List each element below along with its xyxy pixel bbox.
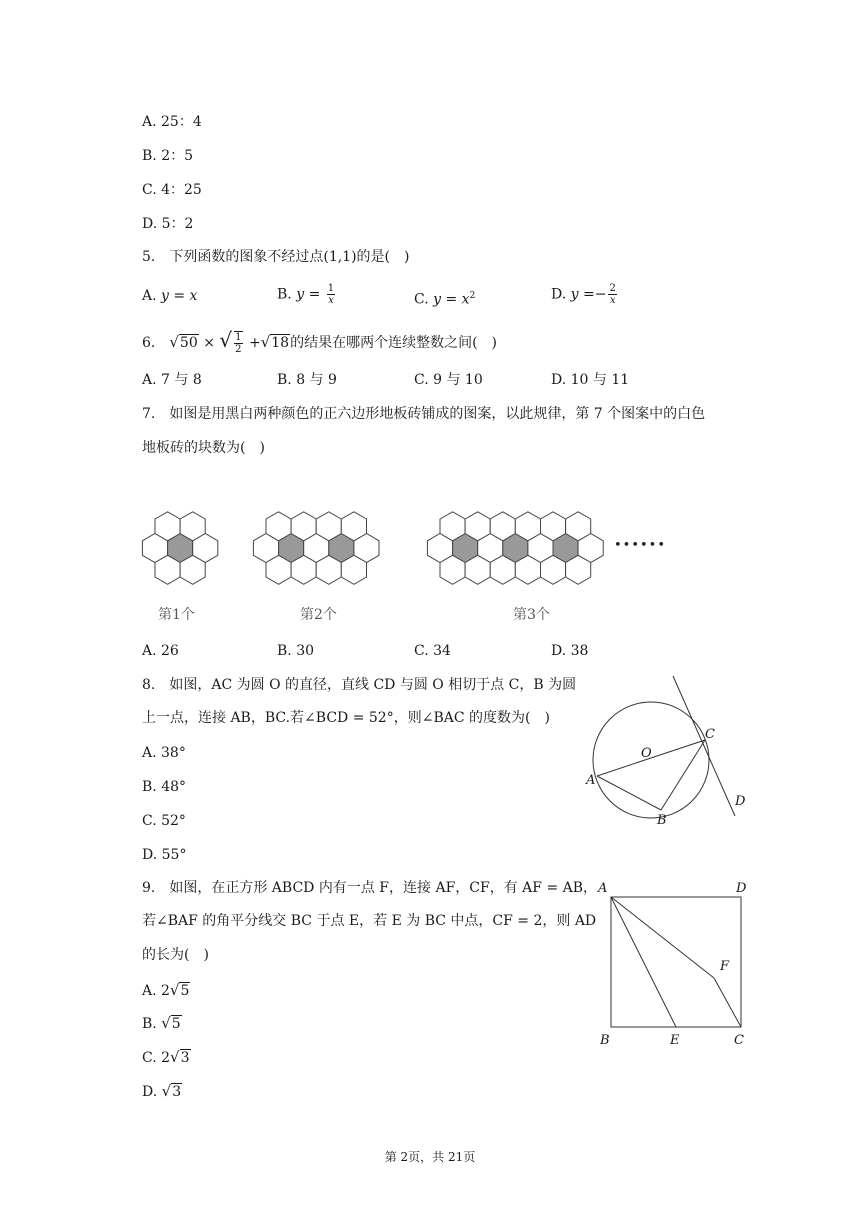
q4-option-d: D. 5：2 (142, 216, 194, 232)
q4-option-a: A. 25：4 (142, 114, 202, 130)
q7-stem-line2: 地板砖的块数为( ) (142, 440, 265, 456)
q6-stem: 6. √50 × √ $\frac{1}{2}$ +√18的结果在哪两个连续整数之间( ) (142, 328, 498, 355)
q5-option-d: D. y =− $\frac{2}{x}$ (551, 283, 616, 306)
label-b: B (657, 813, 667, 828)
q9-stem-line2: 若∠BAF 的角平分线交 BC 于点 E，若 E 为 BC 中点，CF = 2，则 AD (142, 913, 597, 929)
q6-option-c: C. 9 与 10 (414, 372, 483, 388)
q4-option-b: B. 2：5 (142, 148, 194, 164)
page-footer: 第 2页，共 21页 (384, 1150, 476, 1164)
segment-bc (661, 740, 705, 810)
q9-stem-line1: 9. 如图，在正方形 ABCD 内有一点 F，连接 AF，CF，有 AF = AB， (142, 880, 598, 896)
q9-stem-line3: 的长为( ) (142, 947, 209, 963)
q8-option-d: D. 55° (142, 847, 187, 863)
q7-ellipsis: •••••• (614, 538, 667, 553)
tangent-line-cd (673, 676, 735, 816)
label-d: D (735, 794, 746, 809)
q9-option-a: A. 2√5 (142, 981, 190, 999)
q9-option-b: B. √5 (142, 1014, 181, 1032)
q5-option-c: C. $y = x^2$ (414, 291, 476, 308)
label-e: E (670, 1033, 680, 1048)
q7-option-d: D. 38 (551, 643, 589, 659)
q7-option-b: B. 30 (277, 643, 315, 659)
segment-af (611, 897, 714, 978)
q9-option-d: D. √3 (142, 1082, 182, 1100)
q7-option-c: C. 34 (414, 643, 451, 659)
q8-option-c: C. 52° (142, 813, 186, 829)
label-o: O (641, 746, 652, 761)
q8-option-a: A. 38° (142, 745, 186, 761)
segment-fc (714, 978, 741, 1027)
q5-option-a: A. y = x (142, 288, 198, 304)
q5-option-b: B. y = $\frac{1}{x}$ (277, 283, 335, 306)
q9-option-c: C. 2√3 (142, 1048, 190, 1066)
label-a: A (586, 773, 596, 788)
q6-option-d: D. 10 与 11 (551, 372, 630, 388)
q4-option-c: C. 4：25 (142, 182, 202, 198)
label-a: A (598, 881, 608, 896)
q7-option-a: A. 26 (142, 643, 179, 659)
q8-stem-line2: 上一点，连接 AB，BC.若∠BCD = 52°，则∠BAC 的度数为( ) (142, 710, 550, 726)
q7-caption-2: 第2个 (300, 607, 337, 623)
q6-option-b: B. 8 与 9 (277, 372, 337, 388)
label-d: D (736, 881, 747, 896)
q5-stem: 5. 下列函数的图象不经过点(1,1)的是( ) (142, 249, 410, 265)
q7-caption-3: 第3个 (513, 607, 550, 623)
q8-circle-figure (585, 670, 765, 830)
label-b: B (600, 1033, 610, 1048)
q7-hexagon-figure (130, 498, 670, 588)
q7-caption-1: 第1个 (158, 607, 195, 623)
hexagon-patterns (142, 512, 603, 585)
q7-stem-line1: 7. 如图是用黑白两种颜色的正六边形地板砖铺成的图案，以此规律，第 7 个图案中的白色 (142, 406, 706, 422)
label-c: C (705, 727, 715, 742)
q8-stem-line1: 8. 如图，AC 为圆 O 的直径，直线 CD 与圆 O 相切于点 C，B 为圆 (142, 677, 577, 693)
q6-option-a: A. 7 与 8 (142, 372, 202, 388)
label-f: F (720, 959, 730, 974)
label-c: C (734, 1033, 744, 1048)
segment-ae (611, 897, 676, 1027)
q9-square-figure (590, 872, 760, 1052)
segment-ab (597, 776, 661, 810)
q8-option-b: B. 48° (142, 779, 187, 795)
